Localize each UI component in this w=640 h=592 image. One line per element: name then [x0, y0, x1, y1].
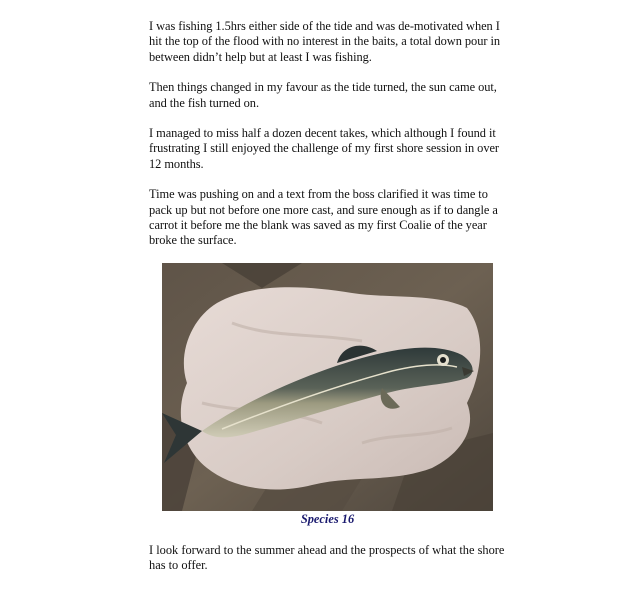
paragraph-tide: I was fishing 1.5hrs either side of the tide and was de-motivated when I hit the top of the flood with no interest in the baits, a total down pour in between didn’t help but at least I was fishing.	[149, 19, 500, 64]
paragraph-closing: I look forward to the summer ahead and the prospects of what the shore has to offer.	[149, 543, 505, 573]
article-body	[149, 19, 505, 264]
paragraph-coalie: Time was pushing on and a text from the boss clarified it was time to pack up but not before one more cast, and sure enough as if to dangle a carrot it before me the blank was saved as my first Coalie of the year broke the surface.	[149, 187, 498, 248]
paragraph-tide-turned: Then things changed in my favour as the tide turned, the sun came out, and the fish turned on.	[149, 80, 497, 110]
paragraph-missed-takes: I managed to miss half a dozen decent takes, which although I found it frustrating I still enjoyed the challenge of my first shore session in over 12 months.	[149, 126, 499, 171]
photo-caption: Species 16	[300, 512, 355, 526]
fish-photo	[162, 263, 493, 511]
